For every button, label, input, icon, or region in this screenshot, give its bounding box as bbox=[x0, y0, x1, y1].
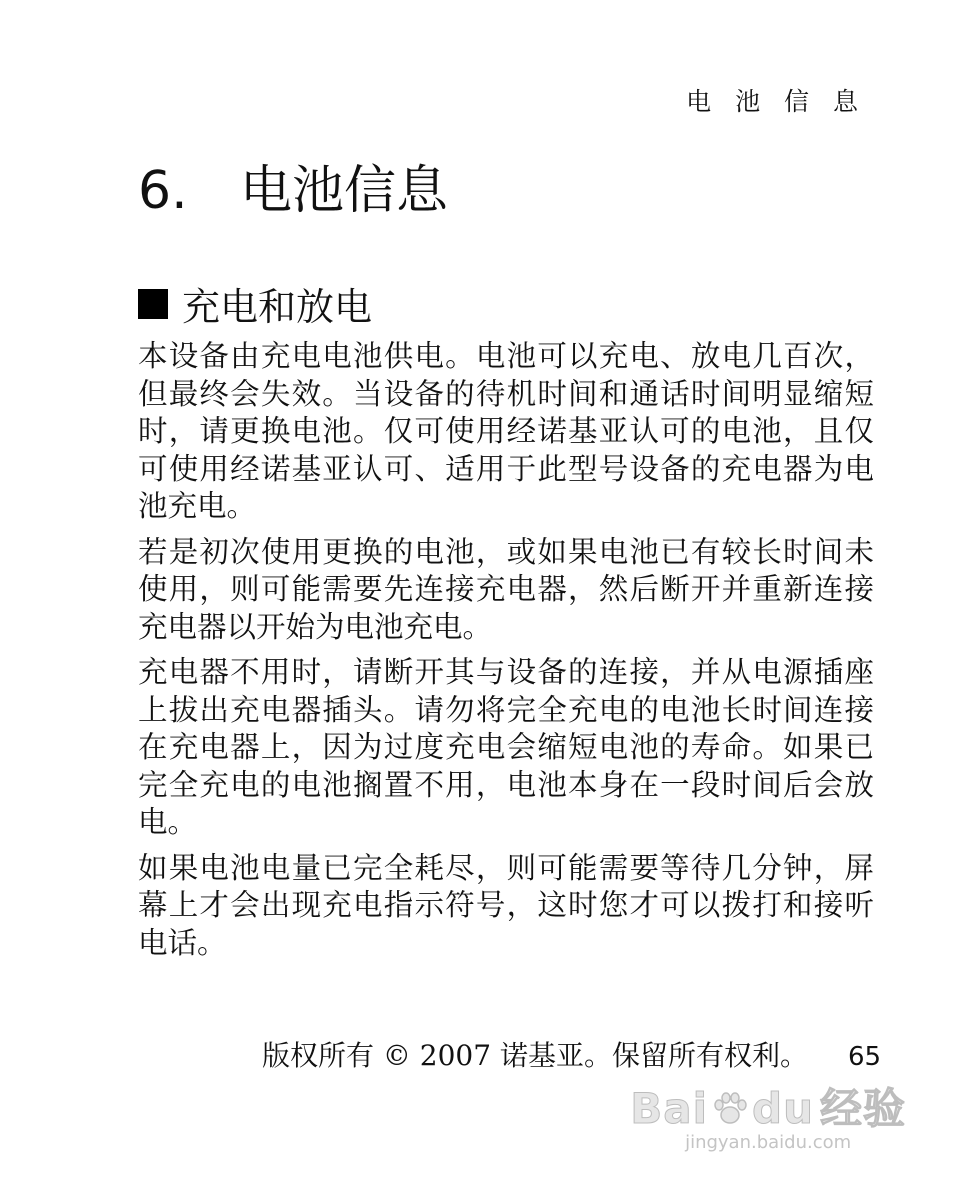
chapter-number: 6. bbox=[138, 161, 188, 221]
watermark-logo-left: Bai bbox=[630, 1084, 709, 1133]
square-bullet-icon bbox=[138, 289, 168, 319]
section-heading-text: 充电和放电 bbox=[182, 285, 373, 329]
chapter-title-text: 电池信息 bbox=[240, 161, 449, 221]
watermark-logo-cn: 经验 bbox=[819, 1084, 906, 1133]
page-footer bbox=[262, 1034, 881, 1074]
watermark-url: jingyan.baidu.com bbox=[685, 1132, 852, 1153]
chapter-title bbox=[138, 148, 448, 223]
paragraph: 充电器不用时，请断开其与设备的连接，并从电源插座上拔出充电器插头。请勿将完全充电的电池长时间连接在充电器上，因为过度充电会缩短电池的寿命。如果已完全充电的电池搁置不用，电池本身在一段时间后会放电。 bbox=[138, 655, 874, 839]
watermark-logo bbox=[630, 1084, 906, 1133]
copyright-notice: 版权所有 © 2007 诺基亚。保留所有权利。 bbox=[262, 1039, 808, 1072]
running-header: 电 池 信 息 bbox=[686, 87, 866, 116]
section-heading bbox=[138, 276, 372, 331]
paragraph: 若是初次使用更换的电池，或如果电池已有较长时间未使用，则可能需要先连接充电器，然后断开并重新连接充电器以开始为电池充电。 bbox=[138, 534, 874, 644]
watermark-logo-right: du bbox=[752, 1084, 814, 1133]
paragraph: 如果电池电量已完全耗尽，则可能需要等待几分钟，屏幕上才会出现充电指示符号，这时您才可以拨打和接听电话。 bbox=[138, 850, 874, 960]
page-number: 65 bbox=[847, 1042, 882, 1072]
baidu-jingyan-watermark bbox=[630, 1084, 906, 1153]
paragraph: 本设备由充电电池供电。电池可以充电、放电几百次，但最终会失效。当设备的待机时间和通话时间明显缩短时，请更换电池。仅可使用经诺基亚认可的电池，且仅可使用经诺基亚认可、适用于此型号设备的充电器为电池充电。 bbox=[138, 339, 874, 523]
body-text bbox=[138, 338, 874, 970]
paw-icon bbox=[710, 1089, 750, 1129]
